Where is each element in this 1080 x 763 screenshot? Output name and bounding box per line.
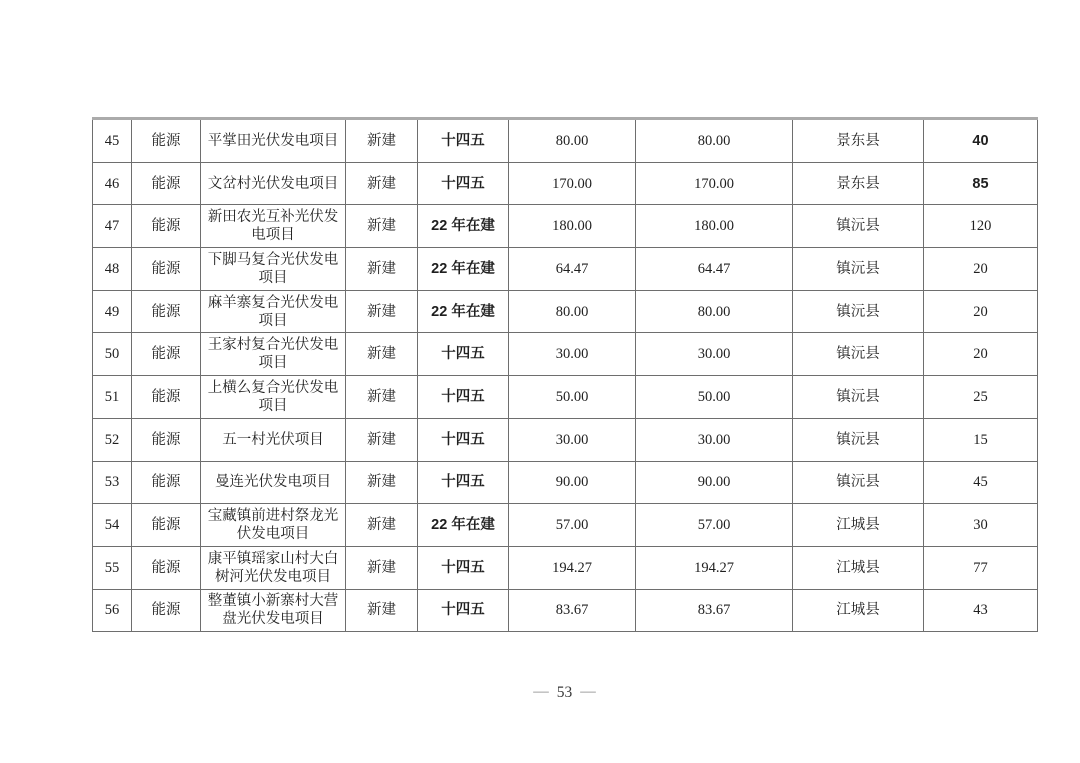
cell-value-3: 30: [924, 504, 1038, 547]
cell-project-name: 王家村复合光伏发电项目: [201, 333, 346, 376]
cell-period: 22 年在建: [418, 290, 509, 333]
cell-sector: 能源: [132, 205, 201, 248]
cell-county: 镇沅县: [793, 205, 924, 248]
cell-period: 十四五: [418, 376, 509, 419]
cell-value-1: 57.00: [509, 504, 636, 547]
cell-project-name: 曼连光伏发电项目: [201, 461, 346, 504]
cell-build-type: 新建: [346, 504, 418, 547]
cell-row-number: 54: [93, 504, 132, 547]
cell-sector: 能源: [132, 461, 201, 504]
cell-build-type: 新建: [346, 205, 418, 248]
cell-row-number: 51: [93, 376, 132, 419]
cell-county: 镇沅县: [793, 461, 924, 504]
cell-value-3: 20: [924, 333, 1038, 376]
cell-period: 十四五: [418, 461, 509, 504]
cell-sector: 能源: [132, 376, 201, 419]
cell-project-name: 宝藏镇前进村祭龙光伏发电项目: [201, 504, 346, 547]
cell-value-3: 25: [924, 376, 1038, 419]
cell-period: 十四五: [418, 119, 509, 163]
cell-value-2: 83.67: [636, 589, 793, 632]
cell-sector: 能源: [132, 333, 201, 376]
cell-sector: 能源: [132, 418, 201, 461]
cell-row-number: 50: [93, 333, 132, 376]
cell-value-3: 45: [924, 461, 1038, 504]
cell-project-name: 新田农光互补光伏发电项目: [201, 205, 346, 248]
cell-period: 十四五: [418, 589, 509, 632]
cell-county: 江城县: [793, 546, 924, 589]
cell-build-type: 新建: [346, 119, 418, 163]
cell-value-2: 64.47: [636, 248, 793, 291]
cell-value-3: 77: [924, 546, 1038, 589]
cell-value-2: 194.27: [636, 546, 793, 589]
cell-project-name: 康平镇瑶家山村大白树河光伏发电项目: [201, 546, 346, 589]
cell-project-name: 五一村光伏项目: [201, 418, 346, 461]
table-row: [93, 589, 1038, 632]
cell-county: 镇沅县: [793, 290, 924, 333]
cell-county: 景东县: [793, 162, 924, 205]
table-row: [93, 376, 1038, 419]
cell-county: 江城县: [793, 589, 924, 632]
cell-sector: 能源: [132, 119, 201, 163]
cell-sector: 能源: [132, 290, 201, 333]
cell-value-1: 83.67: [509, 589, 636, 632]
cell-row-number: 52: [93, 418, 132, 461]
cell-value-1: 30.00: [509, 418, 636, 461]
cell-value-1: 80.00: [509, 290, 636, 333]
cell-project-name: 下脚马复合光伏发电项目: [201, 248, 346, 291]
table-row: [93, 418, 1038, 461]
cell-value-2: 180.00: [636, 205, 793, 248]
cell-build-type: 新建: [346, 248, 418, 291]
cell-value-1: 80.00: [509, 119, 636, 163]
table-row: [93, 333, 1038, 376]
cell-build-type: 新建: [346, 376, 418, 419]
cell-value-2: 57.00: [636, 504, 793, 547]
cell-period: 22 年在建: [418, 504, 509, 547]
cell-county: 江城县: [793, 504, 924, 547]
cell-county: 景东县: [793, 119, 924, 163]
cell-value-1: 194.27: [509, 546, 636, 589]
cell-sector: 能源: [132, 589, 201, 632]
table-row: [93, 162, 1038, 205]
cell-project-name: 平掌田光伏发电项目: [201, 119, 346, 163]
cell-value-3: 40: [924, 119, 1038, 163]
cell-build-type: 新建: [346, 290, 418, 333]
cell-sector: 能源: [132, 162, 201, 205]
cell-project-name: 麻羊寨复合光伏发电项目: [201, 290, 346, 333]
footer-dash-left: —: [533, 683, 549, 700]
cell-value-3: 43: [924, 589, 1038, 632]
cell-value-3: 85: [924, 162, 1038, 205]
cell-row-number: 56: [93, 589, 132, 632]
cell-value-1: 64.47: [509, 248, 636, 291]
cell-value-1: 50.00: [509, 376, 636, 419]
cell-row-number: 53: [93, 461, 132, 504]
cell-value-3: 120: [924, 205, 1038, 248]
cell-value-3: 20: [924, 248, 1038, 291]
page-footer: [92, 684, 1037, 702]
cell-county: 镇沅县: [793, 333, 924, 376]
cell-value-2: 30.00: [636, 418, 793, 461]
cell-value-1: 170.00: [509, 162, 636, 205]
cell-row-number: 49: [93, 290, 132, 333]
cell-build-type: 新建: [346, 461, 418, 504]
cell-county: 镇沅县: [793, 248, 924, 291]
cell-value-2: 30.00: [636, 333, 793, 376]
cell-period: 22 年在建: [418, 248, 509, 291]
cell-period: 十四五: [418, 418, 509, 461]
cell-value-2: 90.00: [636, 461, 793, 504]
cell-value-2: 80.00: [636, 290, 793, 333]
table-row: [93, 504, 1038, 547]
cell-row-number: 55: [93, 546, 132, 589]
cell-row-number: 46: [93, 162, 132, 205]
cell-value-1: 90.00: [509, 461, 636, 504]
cell-build-type: 新建: [346, 546, 418, 589]
cell-sector: 能源: [132, 546, 201, 589]
cell-project-name: 整董镇小新寨村大营盘光伏发电项目: [201, 589, 346, 632]
cell-build-type: 新建: [346, 333, 418, 376]
table-row: [93, 546, 1038, 589]
cell-row-number: 47: [93, 205, 132, 248]
cell-county: 镇沅县: [793, 418, 924, 461]
cell-period: 十四五: [418, 333, 509, 376]
cell-build-type: 新建: [346, 589, 418, 632]
cell-county: 镇沅县: [793, 376, 924, 419]
cell-build-type: 新建: [346, 418, 418, 461]
projects-table: [92, 117, 1038, 632]
cell-period: 22 年在建: [418, 205, 509, 248]
projects-table-body: [93, 119, 1038, 632]
cell-value-1: 180.00: [509, 205, 636, 248]
cell-value-2: 170.00: [636, 162, 793, 205]
cell-row-number: 48: [93, 248, 132, 291]
cell-value-1: 30.00: [509, 333, 636, 376]
table-row: [93, 119, 1038, 163]
cell-value-2: 50.00: [636, 376, 793, 419]
cell-period: 十四五: [418, 546, 509, 589]
table-row: [93, 248, 1038, 291]
table-row: [93, 461, 1038, 504]
page-number: 53: [556, 684, 573, 701]
cell-value-3: 15: [924, 418, 1038, 461]
cell-project-name: 文岔村光伏发电项目: [201, 162, 346, 205]
cell-row-number: 45: [93, 119, 132, 163]
cell-build-type: 新建: [346, 162, 418, 205]
cell-value-2: 80.00: [636, 119, 793, 163]
table-row: [93, 290, 1038, 333]
table-row: [93, 205, 1038, 248]
cell-sector: 能源: [132, 248, 201, 291]
footer-dash-right: —: [580, 683, 596, 700]
cell-value-3: 20: [924, 290, 1038, 333]
cell-sector: 能源: [132, 504, 201, 547]
cell-project-name: 上横么复合光伏发电项目: [201, 376, 346, 419]
cell-period: 十四五: [418, 162, 509, 205]
